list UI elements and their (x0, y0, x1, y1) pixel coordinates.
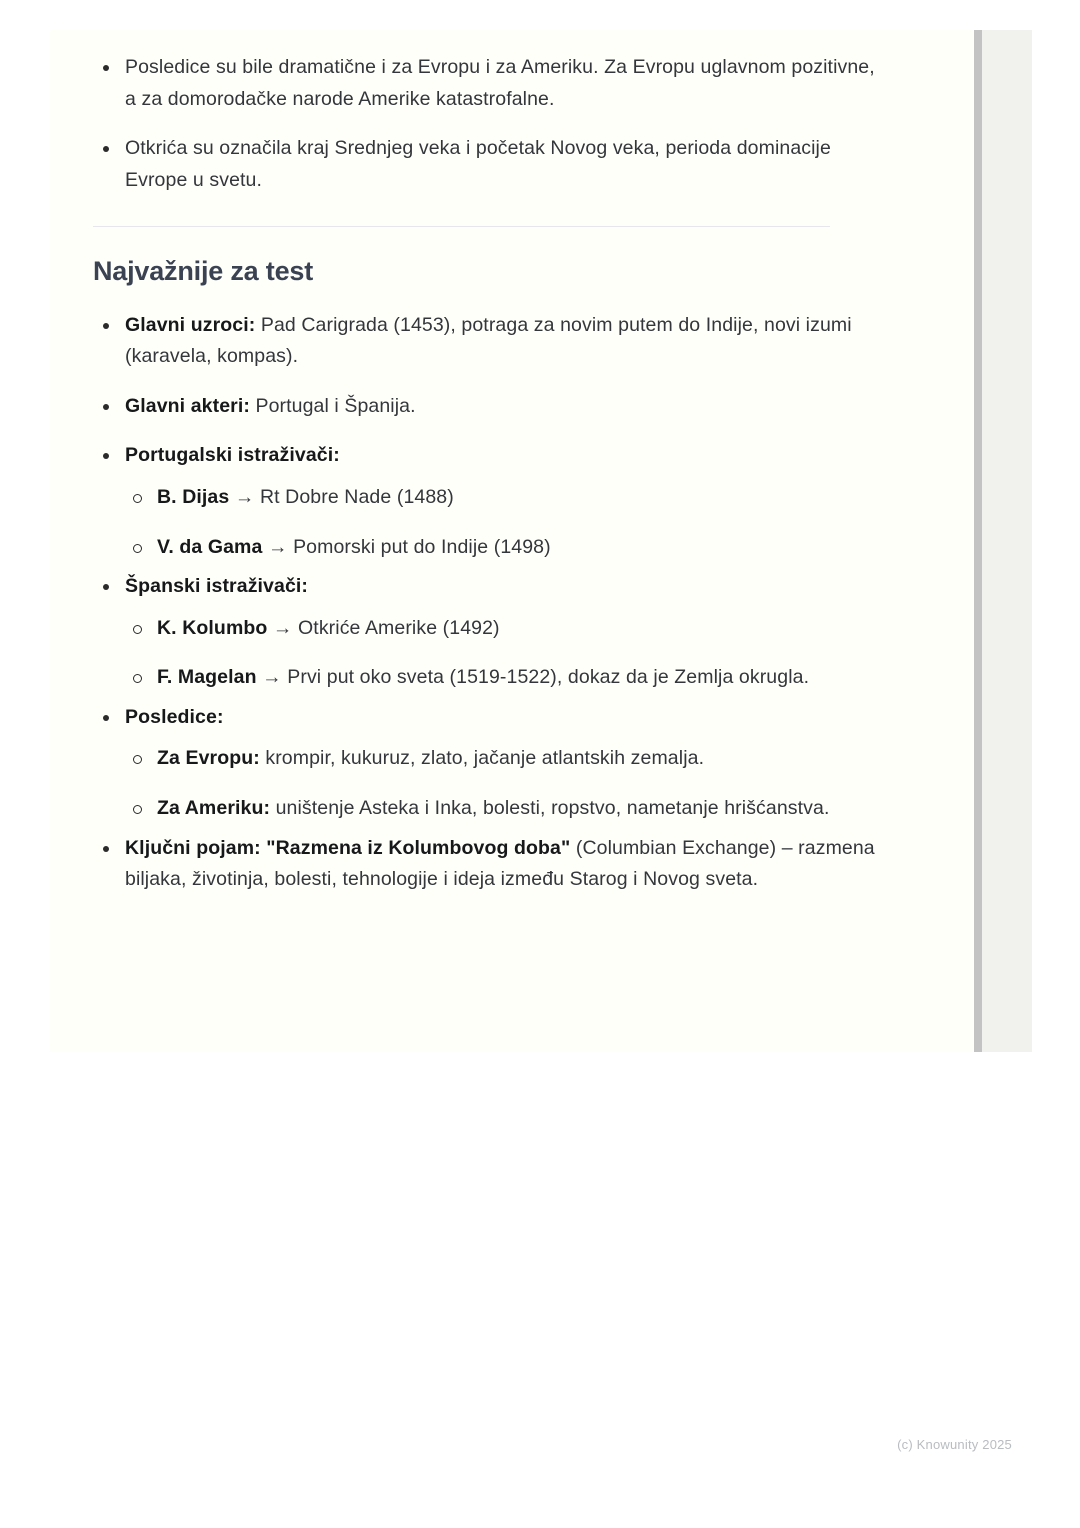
item-text: (Columbian Exchange) – razmena biljaka, životinja, bolesti, tehnologije i ideja između Starog i Novog sveta. (125, 836, 875, 891)
intro-bullet-list (93, 52, 883, 196)
list-item (93, 440, 883, 563)
sub-list-item (125, 613, 883, 645)
sub-list (125, 743, 883, 824)
sub-item-text: → Otkriće Amerike (1492) (267, 616, 500, 639)
list-item (93, 391, 883, 423)
sub-item-label: F. Magelan (157, 666, 257, 689)
sub-item-text: → Rt Dobre Nade (1488) (229, 486, 454, 509)
sub-list-item (125, 743, 883, 775)
list-item (93, 133, 883, 196)
item-label: Španski istraživači: (125, 575, 309, 598)
sub-list (125, 613, 883, 694)
sub-item-label: K. Kolumbo (157, 616, 268, 639)
page-title: Najvažnije za test (93, 256, 313, 287)
document-card (50, 30, 1032, 1052)
test-summary-list (93, 310, 883, 896)
sub-item-text: uništenje Asteka i Inka, bolesti, ropstvo, nametanje hrišćanstva. (270, 797, 830, 820)
footer-copyright: (c) Knowunity 2025 (897, 1437, 1012, 1452)
item-label: Glavni akteri: (125, 394, 250, 417)
sub-list-item (125, 532, 883, 564)
list-item (93, 310, 883, 373)
sub-item-label: Za Ameriku: (157, 797, 271, 820)
item-label: Glavni uzroci: (125, 313, 256, 336)
sub-list-item (125, 793, 883, 825)
list-item (93, 833, 883, 896)
item-text: Portugal i Španija. (249, 394, 416, 417)
item-label: Portugalski istraživači: (125, 444, 340, 467)
item-label: Posledice: (125, 705, 224, 728)
sub-item-text: → Pomorski put do Indije (1498) (262, 535, 551, 558)
bullet-text: Otkrića su označila kraj Srednjeg veka i početak Novog veka, perioda dominacije Evrope u svetu. (125, 137, 831, 191)
sub-item-label: B. Dijas (157, 486, 230, 509)
bullet-text: Posledice su bile dramatične i za Evropu i za Ameriku. Za Evropu uglavnom pozitivne, a za domorodačke narode Amerike katastrofalne. (125, 56, 875, 110)
list-item (93, 571, 883, 694)
sub-list (125, 482, 883, 563)
sub-item-label: V. da Gama (157, 535, 263, 558)
scrollbar-thumb[interactable] (974, 30, 982, 1052)
list-item (93, 702, 883, 825)
sub-list-item (125, 662, 883, 694)
item-label: Ključni pojam: "Razmena iz Kolumbovog doba" (125, 836, 571, 859)
item-text: Pad Carigrada (1453), potraga za novim putem do Indije, novi izumi (karavela, kompas). (125, 313, 852, 368)
sub-item-text: krompir, kukuruz, zlato, jačanje atlantskih zemalja. (259, 747, 705, 770)
document-content (93, 30, 883, 914)
list-item (93, 52, 883, 115)
sub-item-text: → Prvi put oko sveta (1519-1522), dokaz da je Zemlja okrugla. (256, 666, 810, 689)
sub-item-label: Za Evropu: (157, 747, 260, 770)
scrollbar[interactable] (973, 30, 1032, 1052)
section-divider (93, 226, 830, 227)
sub-list-item (125, 482, 883, 514)
